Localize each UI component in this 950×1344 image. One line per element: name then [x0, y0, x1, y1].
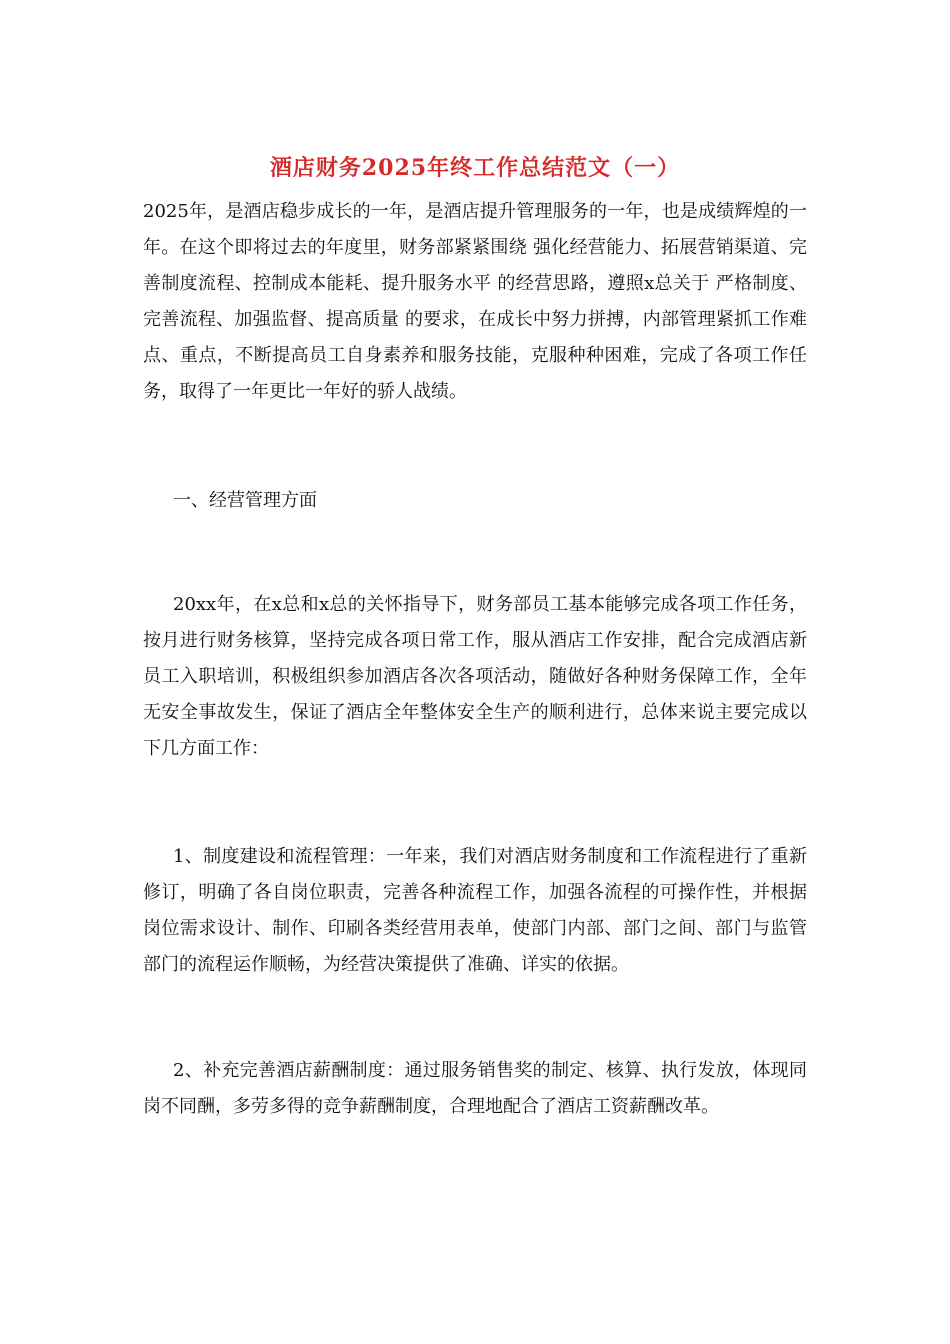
section-heading-operations: 一、经营管理方面	[173, 490, 317, 511]
document-title: 酒店财务2025年终工作总结范文（一）	[269, 155, 681, 181]
section-body-operations: 20xx年，在x总和x总的关怀指导下，财务部员工基本能够完成各项工作任务，按月进行财务核算，坚持完成各项日常工作，服从酒店工作安排，配合完成酒店新员工入职培训，积极组织参加酒店各次各项活动，随做好各种财务保障工作，全年无安全事故发生，保证了酒店全年整体安全生产的顺利进行，总体来说主要完成以下几方面工作：	[143, 594, 807, 759]
list-item-salary-system: 2、补充完善酒店薪酬制度：通过服务销售奖的制定、核算、执行发放，体现同岗不同酬，多劳多得的竞争薪酬制度，合理地配合了酒店工资薪酬改革。	[143, 1060, 807, 1117]
intro-paragraph: 2025年，是酒店稳步成长的一年，是酒店提升管理服务的一年，也是成绩辉煌的一年。在这个即将过去的年度里，财务部紧紧围绕 强化经营能力、拓展营销渠道、完善制度流程、控制成本能耗、提升服务水平 的经营思路，遵照x总关于 严格制度、完善流程、加强监督、提高质量 的要求，在成长中努力拼搏，内部管理紧抓工作难点、重点，不断提高员工自身素养和服务技能，克服种种困难，完成了各项工作任务，取得了一年更比一年好的骄人战绩。	[143, 201, 807, 402]
list-item-system-building: 1、制度建设和流程管理：一年来，我们对酒店财务制度和工作流程进行了重新修订，明确了各自岗位职责，完善各种流程工作，加强各流程的可操作性，并根据岗位需求设计、制作、印刷各类经营用表单，使部门内部、部门之间、部门与监管部门的流程运作顺畅，为经营决策提供了准确、详实的依据。	[143, 846, 807, 975]
